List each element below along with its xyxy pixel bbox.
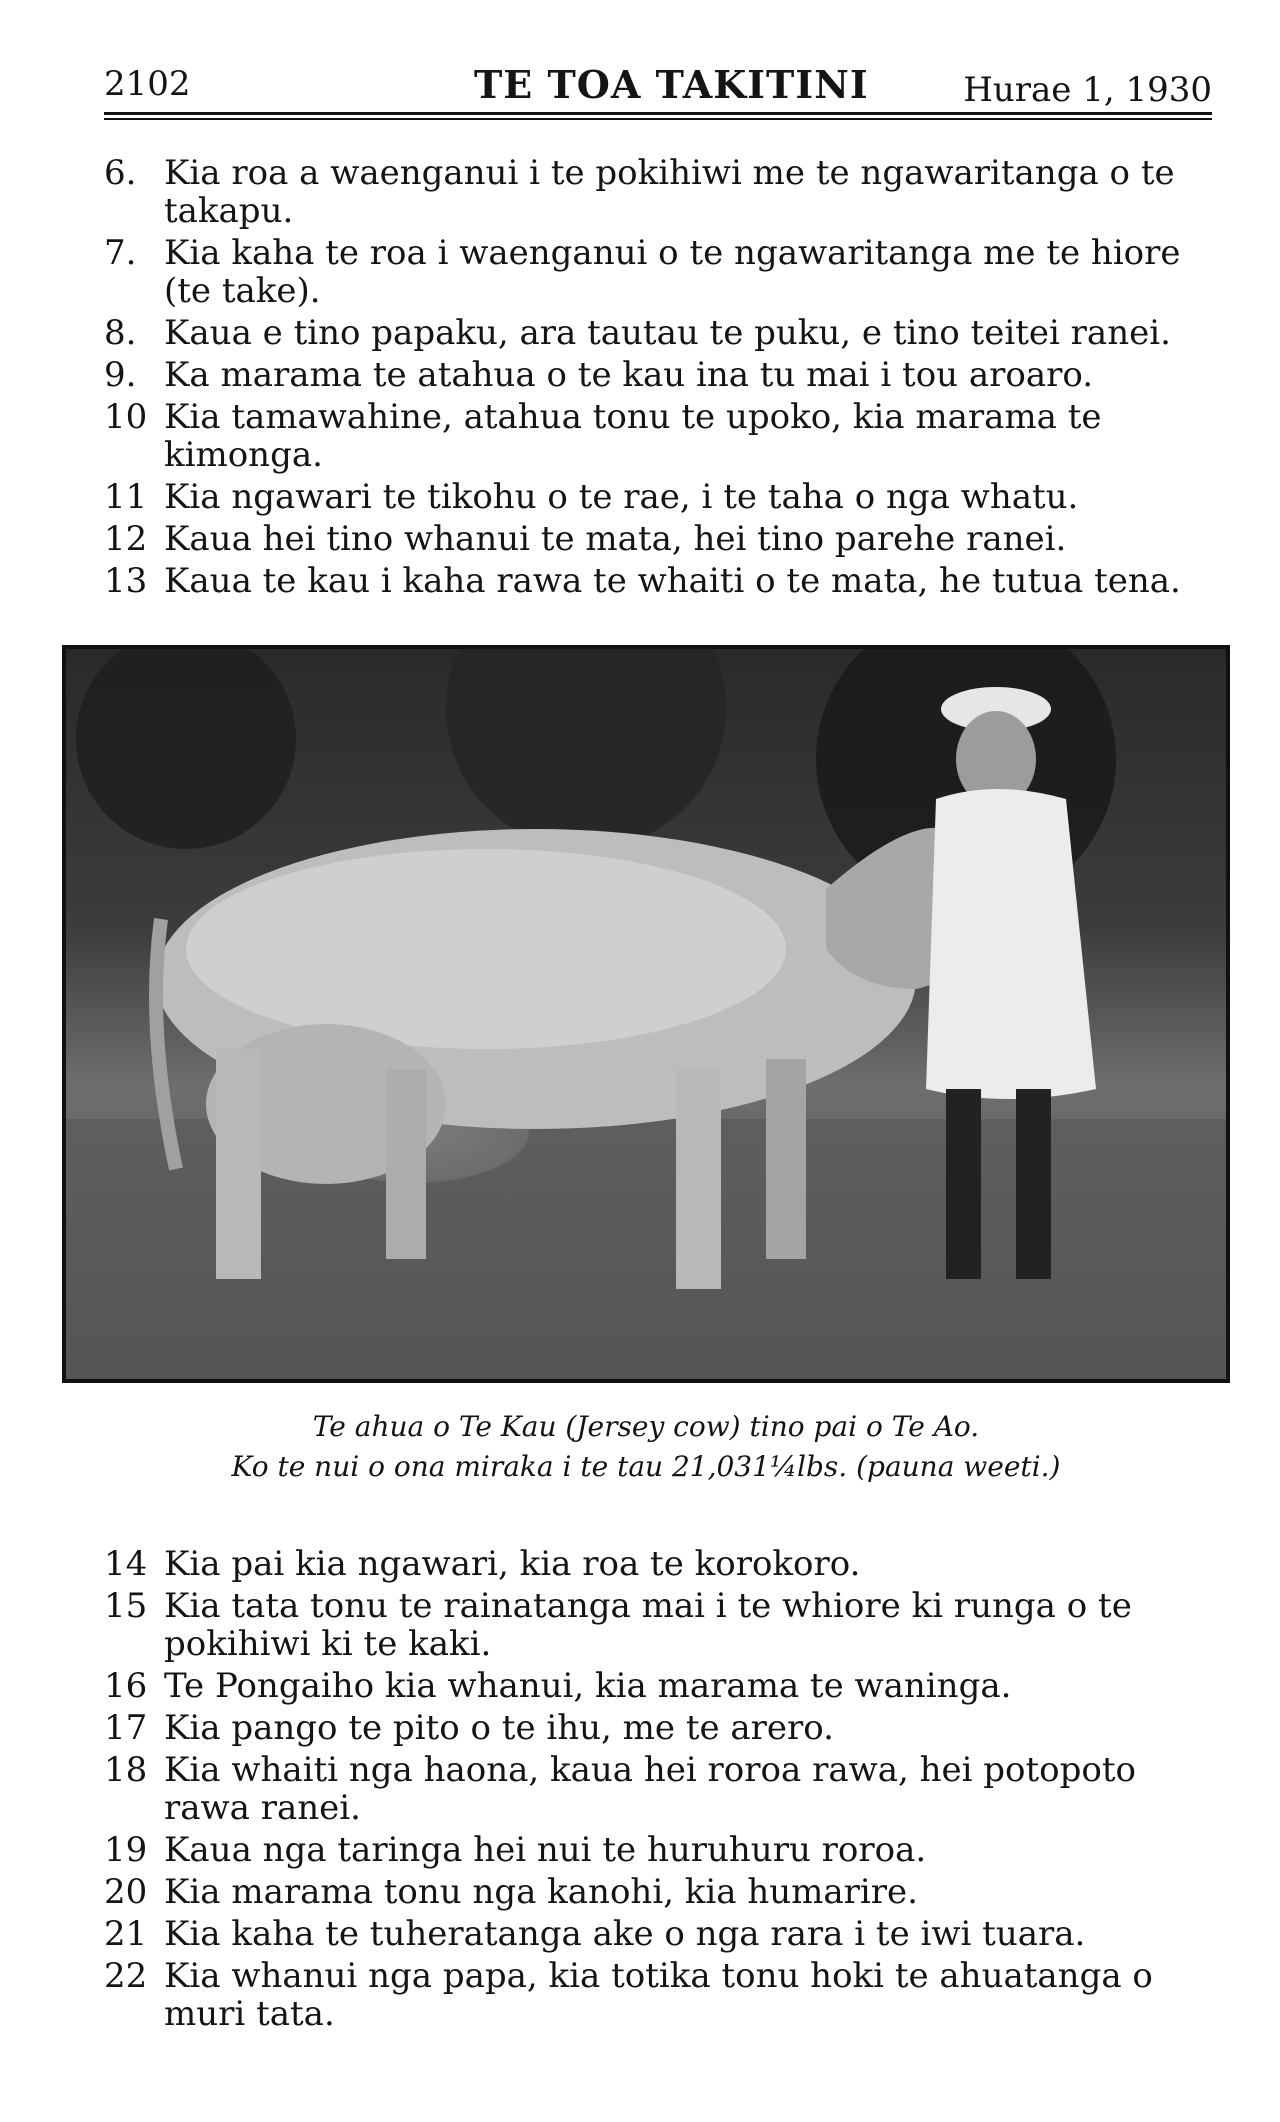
list-item: [104, 154, 1214, 230]
list-item: [104, 1709, 1214, 1747]
item-text: Te Pongaiho kia whanui, kia marama te waninga.: [164, 1666, 1012, 1706]
item-text: Kaua nga taringa hei nui te huruhuru roroa.: [164, 1830, 927, 1870]
issue-date: Hurae 1, 1930: [963, 70, 1212, 110]
item-text: Kaua e tino papaku, ara tautau te puku, e tino teitei ranei.: [164, 313, 1171, 353]
photo-caption-line1: Te ahua o Te Kau (Jersey cow) tino pai o Te Ao.: [312, 1410, 980, 1443]
page-header: [104, 58, 1212, 118]
item-text: Kia pai kia ngawari, kia roa te korokoro.: [164, 1544, 861, 1584]
list-item: [104, 1545, 1214, 1583]
item-number: 18: [104, 1750, 148, 1790]
list-item: [104, 1751, 1214, 1827]
item-number: 9.: [104, 355, 137, 395]
list-item: [104, 356, 1214, 394]
item-text: Kaua te kau i kaha rawa te whaiti o te mata, he tutua tena.: [164, 561, 1181, 601]
item-number: 19: [104, 1830, 148, 1870]
list-item: [104, 478, 1214, 516]
item-text: Kia roa a waenganui i te pokihiwi me te ngawaritanga o te takapu.: [164, 153, 1175, 231]
item-text: Kaua hei tino whanui te mata, hei tino parehe ranei.: [164, 519, 1067, 559]
list-item: [104, 234, 1214, 310]
list-item: [104, 1915, 1214, 1953]
cow-illustration: [66, 649, 1226, 1379]
item-number: 16: [104, 1666, 148, 1706]
item-text: Kia tamawahine, atahua tonu te upoko, kia marama te kimonga.: [164, 397, 1102, 475]
item-text: Kia whanui nga papa, kia totika tonu hoki te ahuatanga o muri tata.: [164, 1956, 1153, 2034]
list-item: [104, 1957, 1214, 2033]
list-item: [104, 1831, 1214, 1869]
item-text: Kia kaha te tuheratanga ake o nga rara i te iwi tuara.: [164, 1914, 1086, 1954]
item-text: Kia kaha te roa i waenganui o te ngawaritanga me te hiore (te take).: [164, 233, 1181, 311]
criteria-list-top: [104, 154, 1214, 604]
publication-title: TE TOA TAKITINI: [474, 62, 869, 107]
item-number: 6.: [104, 153, 137, 193]
list-item: [104, 520, 1214, 558]
header-rule: [104, 112, 1212, 115]
item-text: Kia ngawari te tikohu o te rae, i te taha o nga whatu.: [164, 477, 1079, 517]
item-number: 14: [104, 1544, 148, 1584]
item-number: 10: [104, 397, 148, 437]
item-number: 21: [104, 1914, 148, 1954]
page-number: 2102: [104, 64, 191, 104]
jersey-cow-photo: [62, 645, 1230, 1383]
item-text: Kia pango te pito o te ihu, me te arero.: [164, 1708, 834, 1748]
item-number: 11: [104, 477, 148, 517]
list-item: [104, 398, 1214, 474]
criteria-list-bottom: [104, 1545, 1214, 2037]
item-text: Kia marama tonu nga kanohi, kia humarire.: [164, 1872, 918, 1912]
item-number: 8.: [104, 313, 137, 353]
list-item: [104, 1667, 1214, 1705]
item-number: 20: [104, 1872, 148, 1912]
item-number: 22: [104, 1956, 148, 1996]
item-number: 12: [104, 519, 148, 559]
item-number: 15: [104, 1586, 148, 1626]
item-text: Kia whaiti nga haona, kaua hei roroa rawa, hei potopoto rawa ranei.: [164, 1750, 1137, 1828]
item-number: 7.: [104, 233, 137, 273]
list-item: [104, 314, 1214, 352]
list-item: [104, 1873, 1214, 1911]
item-text: Kia tata tonu te rainatanga mai i te whiore ki runga o te pokihiwi ki te kaki.: [164, 1586, 1132, 1664]
item-text: Ka marama te atahua o te kau ina tu mai i tou aroaro.: [164, 355, 1094, 395]
list-item: [104, 1587, 1214, 1663]
item-number: 17: [104, 1708, 148, 1748]
list-item: [104, 562, 1214, 600]
header-rule-thin: [104, 118, 1212, 120]
item-number: 13: [104, 561, 148, 601]
photo-caption-line2: Ko te nui o ona miraka i te tau 21,031¼lbs. (pauna weeti.): [231, 1450, 1061, 1483]
